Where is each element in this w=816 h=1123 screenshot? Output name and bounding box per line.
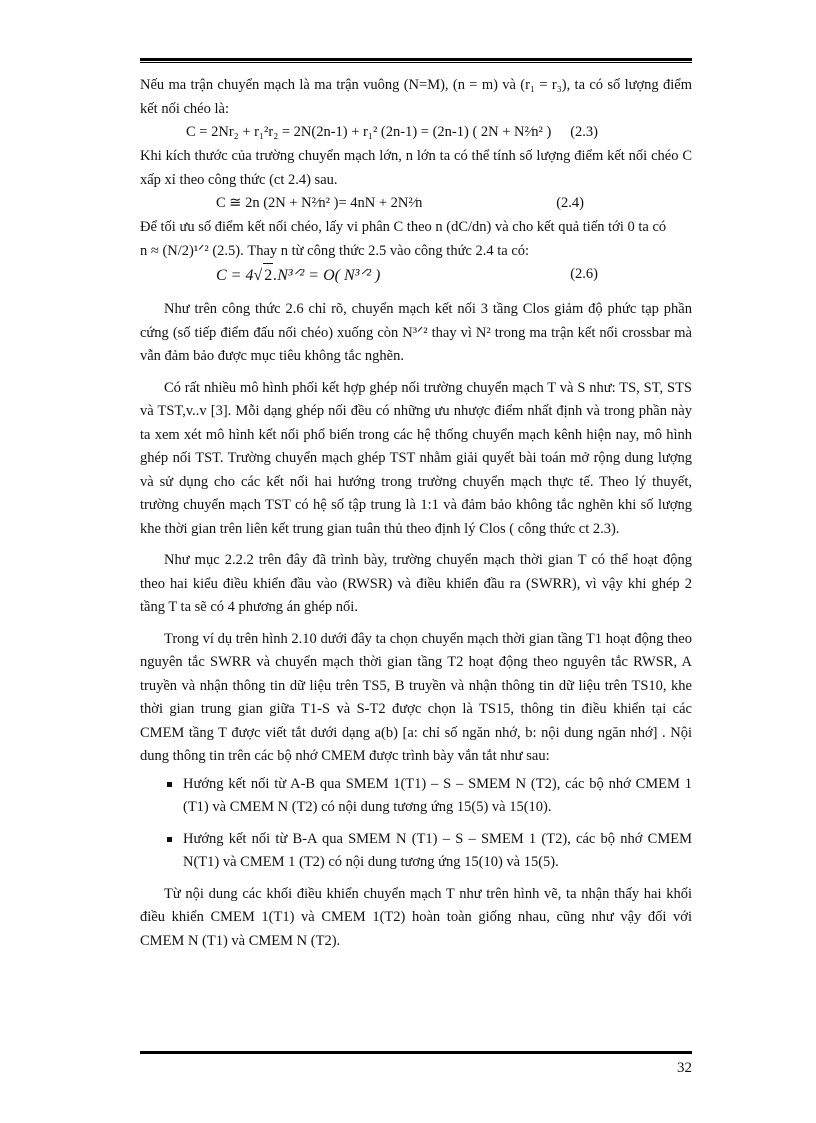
equation-2-4-number: (2.4) [556,195,584,211]
equation-2-6-root: 2 [263,263,273,288]
equation-2-4 [140,192,692,216]
list-item: Hướng kết nối từ B-A qua SMEM N (T1) – S – SMEM 1 (T2), các bộ nhớ CMEM N(T1) và CMEM 1 (T2) có nội dung tương ứng 15(10) và 15(5). [140,828,692,875]
equation-2-6-body: C = 4√ 2.N³ᐟ² = O( N³ᐟ² ) [216,263,380,288]
equation-2-6-number: (2.6) [570,266,598,282]
equation-2-3 [140,121,692,145]
bottom-rule [140,1051,692,1054]
clos-paragraph: Như trên công thức 2.6 chỉ rõ, chuyển mạch kết nối 3 tầng Clos giảm độ phức tạp phần cứng (số tiếp điểm đấu nối chéo) xuống còn N³ᐟ² thay vì N² trong ma trận kết nối crossbar mà vẫn đảm bảo được mục tiêu không tắc nghẽn. [140,301,692,364]
intro-paragraph: Nếu ma trận chuyển mạch là ma trận vuông (N=M), (n = m) và (r₁ = r₃), ta có số lượng điểm kết nối chéo là: [140,77,692,117]
section-paragraph: Như mục 2.2.2 trên đây đã trình bày, trường chuyển mạch thời gian T có thể hoạt động theo hai kiểu điều khiển đầu vào (RWSR) và điều khiển đầu ra (SWRR), vì vậy khi ghép 2 tầng T ta sẽ có 4 phương án ghép nối. [140,552,692,615]
equation-2-6-rhs: .N³ᐟ² = O( N³ᐟ² ) [273,267,381,284]
example-paragraph: Trong ví dụ trên hình 2.10 dưới đây ta chọn chuyển mạch thời gian tầng T1 hoạt động theo nguyên tắc SWRR và chuyển mạch thời gian tầng T2 hoạt động theo nguyên tắc RWSR, A truyền và nhận thông tin dữ liệu trên TS5, B truyền và nhận thông tin dữ liệu trên TS10, khe thời gian trung gian giữa T1-S và S-T2 được chọn là TS15, thông tin điều khiển tại các CMEM tầng T được viết tắt dưới dạng a(b) [a: chỉ số ngăn nhớ, b: nội dung ngăn nhớ] . Nội dung thông tin trên các bộ nhớ CMEM được trình bày vắn tắt như sau: [140,630,692,764]
equation-2-4-body: C ≅ 2n (2N + N²∕n² )= 4nN + 2N²∕n [216,195,423,211]
square-bullet-icon [167,837,172,842]
equation-2-6-lhs: C = 4 [216,267,254,284]
equation-2-3-number: (2.3) [570,124,598,140]
bullet-list [140,773,692,875]
conclusion-paragraph: Từ nội dung các khối điều khiển chuyển mạch T như trên hình vẽ, ta nhận thấy hai khối điều khiển CMEM 1(T1) và CMEM 1(T2) hoàn toàn giống nhau, cũng như vậy đối với CMEM N (T1) và CMEM N (T2). [140,885,692,949]
equation-2-6 [140,263,692,290]
models-paragraph: Có rất nhiều mô hình phối kết hợp ghép nối trường chuyển mạch T và S như: TS, ST, STS và TST,v..v [3]. Mỗi dạng ghép nối đều có những ưu nhược điểm nhất định và trong phần này ta xem xét mô hình kết nối phổ biến trong các hệ thống chuyển mạch kênh hiện nay, mô hình ghép nối TST. Trường chuyển mạch ghép TST nhằm giải quyết bài toán mở rộng dung lượng và sử dụng cho các kết nối hai hướng trong trường chuyển mạch thực tế. Theo lý thuyết, trường chuyển mạch TST có hệ số tập trung là 1:1 và đảm bảo không tắc nghẽn khi số lượng khe thời gian trên liên kết trung gian tuân thủ theo định lý Clos ( công thức ct 2.3). [140,379,692,537]
list-item: Hướng kết nối từ A-B qua SMEM 1(T1) – S – SMEM N (T2), các bộ nhớ CMEM 1 (T1) và CMEM N (T2) có nội dung tương ứng 15(5) và 15(10). [140,773,692,820]
page-body [140,74,692,953]
top-rule [140,58,692,63]
n-formula-line: n ≈ (N/2)¹ᐟ² (2.5). Thay n từ công thức 2.5 vào công thức 2.4 ta có: [140,242,530,259]
equation-2-3-body: C = 2Nr₂ + r₁²r₂ = 2N(2n-1) + r₁² (2n-1) = (2n-1) ( 2N + N²∕n² ) [186,124,552,140]
page-number: 32 [677,1060,692,1076]
square-bullet-icon [167,782,172,787]
optimize-paragraph: Để tối ưu số điểm kết nối chéo, lấy vi phân C theo n (dC/dn) và cho kết quả tiến tới 0 ta có [140,219,667,235]
large-field-paragraph: Khi kích thước của trường chuyển mạch lớn, n lớn ta có thể tính số lượng điểm kết nối chéo C xấp xỉ theo công thức (ct 2.4) sau. [140,148,692,188]
